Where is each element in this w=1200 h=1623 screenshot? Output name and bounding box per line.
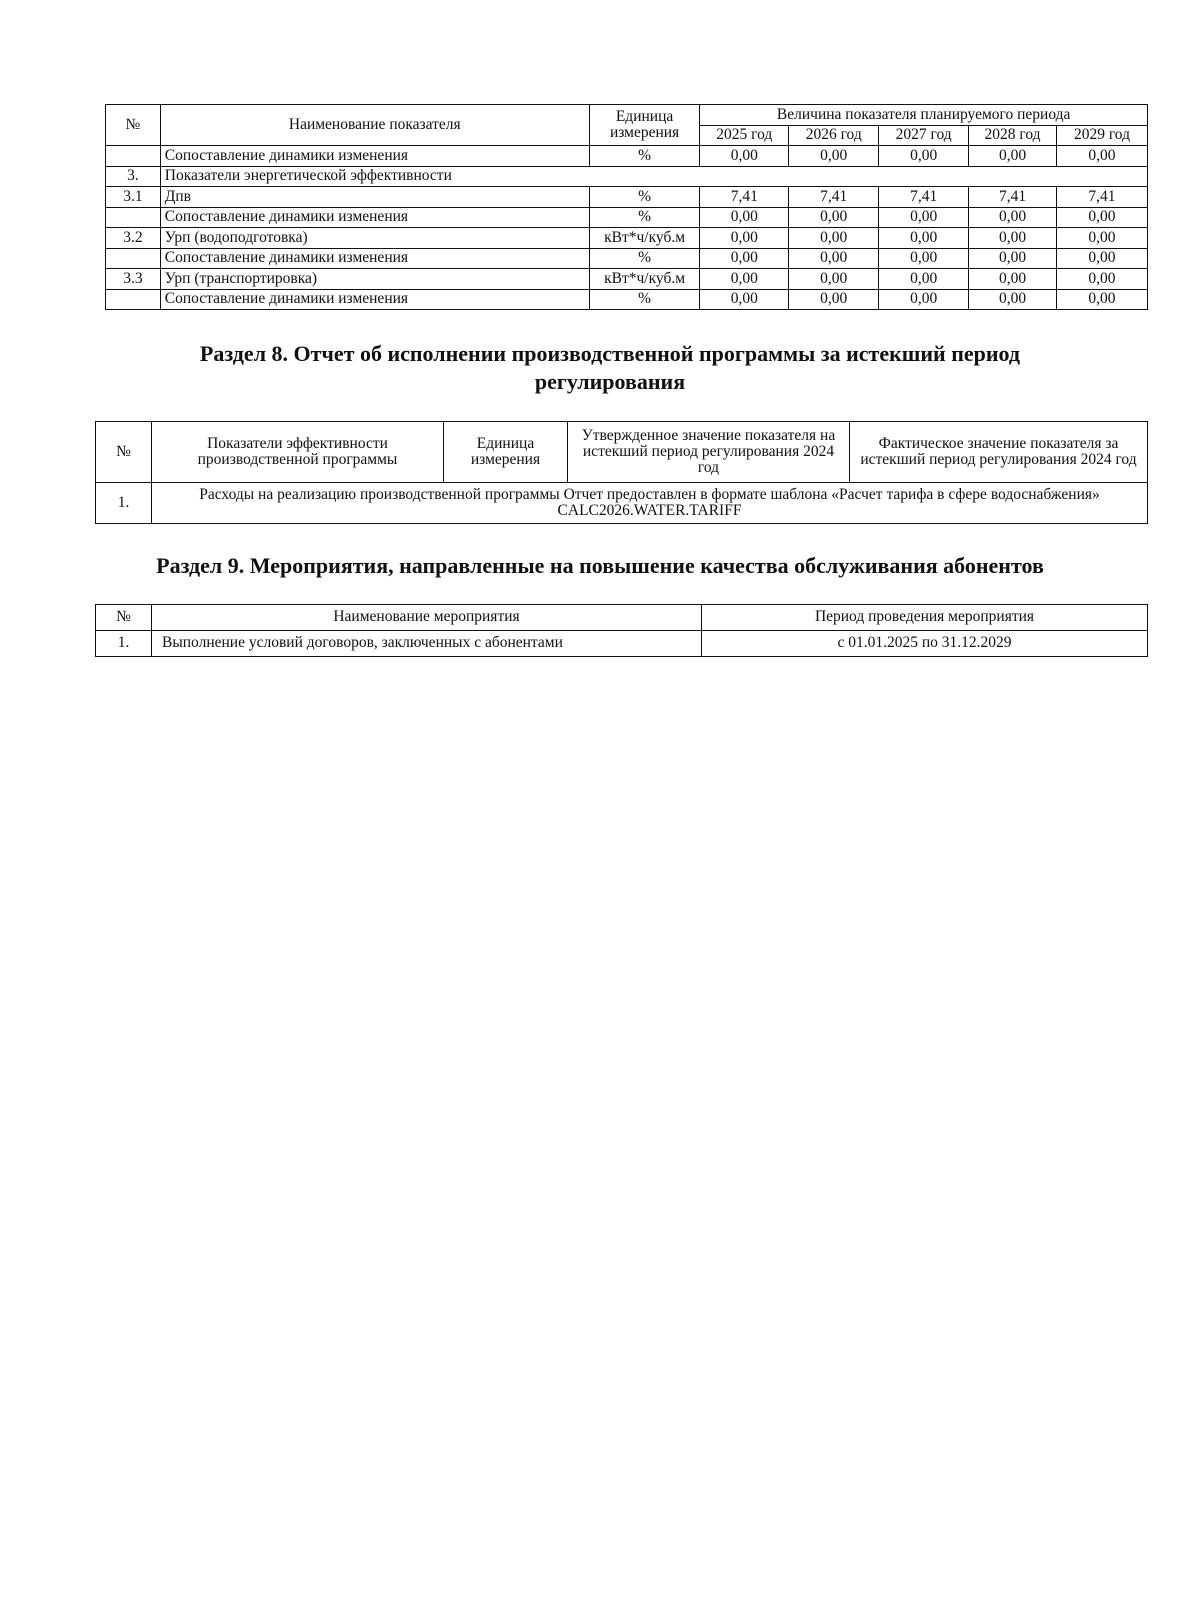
row-value: 0,00: [700, 269, 789, 290]
row-value: 0,00: [789, 207, 879, 228]
table-row: [106, 248, 1148, 269]
row-value: 0,00: [789, 146, 879, 167]
row-unit: %: [589, 207, 700, 228]
table-row: [106, 269, 1148, 290]
row-name: Урп (транспортировка): [160, 269, 589, 290]
row-value: 0,00: [789, 248, 879, 269]
row-name: Дпв: [160, 187, 589, 208]
table-row: [96, 631, 1148, 657]
table-row: [96, 483, 1148, 524]
table-row: [106, 187, 1148, 208]
col-header-num: №: [96, 422, 152, 483]
row-name: Сопоставление динамики изменения: [160, 289, 589, 310]
measures-table: [95, 604, 1148, 657]
col-header-year: 2028 год: [969, 125, 1057, 146]
col-header-actual: Фактическое значение показателя за истекший период регулирования 2024 год: [850, 422, 1148, 483]
row-value: 0,00: [879, 146, 969, 167]
row-num: [106, 289, 161, 310]
row-value: 0,00: [879, 248, 969, 269]
section-9-title: Раздел 9. Мероприятия, направленные на повышение качества обслуживания абонентов: [156, 553, 1044, 578]
col-header-unit-line2: измерения: [609, 124, 680, 141]
row-value: 0,00: [1056, 228, 1147, 249]
row-value: 0,00: [879, 289, 969, 310]
section-8-title-line1: Раздел 8. Отчет об исполнении производственной программы за истекший период: [199, 341, 1021, 366]
row-unit: кВт*ч/куб.м: [589, 228, 700, 249]
row-text: Расходы на реализацию производственной программы Отчет предоставлен в формате шаблона «Расчет тарифа в сфере водоснабжения» CALC2026.WATER.TARIFF: [152, 483, 1148, 524]
row-value: 0,00: [879, 228, 969, 249]
row-num: [106, 248, 161, 269]
col-header-period: Период проведения мероприятия: [702, 605, 1148, 631]
row-unit: %: [589, 289, 700, 310]
col-header-period: Величина показателя планируемого периода: [700, 105, 1148, 126]
row-num: [106, 146, 161, 167]
row-value: 7,41: [1056, 187, 1147, 208]
table-row: [106, 207, 1148, 228]
row-value: 7,41: [879, 187, 969, 208]
row-num: 3.1: [106, 187, 161, 208]
row-value: 0,00: [969, 228, 1057, 249]
row-value: 0,00: [1056, 269, 1147, 290]
col-header-indicators: Показатели эффективности производственной программы: [152, 422, 444, 483]
table-row: [106, 289, 1148, 310]
section-8-title: [140, 340, 1080, 395]
row-value: 0,00: [969, 248, 1057, 269]
row-value: 0,00: [969, 146, 1057, 167]
col-header-approved: Утвержденное значение показателя на истекший период регулирования 2024 год: [568, 422, 850, 483]
row-value: 0,00: [879, 207, 969, 228]
col-header-name: Наименование показателя: [160, 105, 589, 146]
row-num: 1.: [96, 631, 152, 657]
row-value: 0,00: [789, 289, 879, 310]
row-num: 1.: [96, 483, 152, 524]
row-num: 3.: [106, 166, 161, 187]
col-header-year: 2027 год: [879, 125, 969, 146]
section-8-title-line2: регулирования: [534, 368, 686, 394]
col-header-num: №: [106, 105, 161, 146]
row-unit: кВт*ч/куб.м: [589, 269, 700, 290]
col-header-num: №: [96, 605, 152, 631]
row-unit: %: [589, 146, 700, 167]
row-value: 0,00: [789, 269, 879, 290]
table-row-section: [106, 166, 1148, 187]
col-header-year: 2025 год: [700, 125, 789, 146]
col-header-name: Наименование мероприятия: [152, 605, 702, 631]
row-num: [106, 207, 161, 228]
col-header-unit-line1: Единица: [615, 107, 674, 125]
row-value: 0,00: [969, 207, 1057, 228]
row-value: 0,00: [1056, 248, 1147, 269]
row-value: 0,00: [700, 248, 789, 269]
row-section-name: Показатели энергетической эффективности: [160, 166, 1147, 187]
col-header-year: 2029 год: [1056, 125, 1147, 146]
indicators-table: [105, 104, 1148, 310]
row-value: 0,00: [969, 269, 1057, 290]
row-value: 0,00: [1056, 207, 1147, 228]
col-header-unit: Единица измерения: [444, 422, 568, 483]
row-value: 0,00: [1056, 146, 1147, 167]
row-value: 7,41: [700, 187, 789, 208]
row-value: 0,00: [879, 269, 969, 290]
row-num: 3.2: [106, 228, 161, 249]
row-name: Выполнение условий договоров, заключенных с абонентами: [152, 631, 702, 657]
row-unit: %: [589, 187, 700, 208]
row-name: Сопоставление динамики изменения: [160, 248, 589, 269]
row-name: Урп (водоподготовка): [160, 228, 589, 249]
row-value: 7,41: [969, 187, 1057, 208]
row-name: Сопоставление динамики изменения: [160, 146, 589, 167]
row-value: 0,00: [1056, 289, 1147, 310]
row-value: 0,00: [700, 207, 789, 228]
row-num: 3.3: [106, 269, 161, 290]
row-value: 0,00: [700, 146, 789, 167]
program-execution-table: [95, 421, 1148, 524]
row-period: с 01.01.2025 по 31.12.2029: [702, 631, 1148, 657]
row-name: Сопоставление динамики изменения: [160, 207, 589, 228]
table-row: [106, 146, 1148, 167]
col-header-unit: [589, 105, 700, 146]
row-value: 0,00: [700, 228, 789, 249]
row-value: 7,41: [789, 187, 879, 208]
row-value: 0,00: [700, 289, 789, 310]
row-unit: %: [589, 248, 700, 269]
col-header-year: 2026 год: [789, 125, 879, 146]
row-value: 0,00: [969, 289, 1057, 310]
row-value: 0,00: [789, 228, 879, 249]
table-row: [106, 228, 1148, 249]
